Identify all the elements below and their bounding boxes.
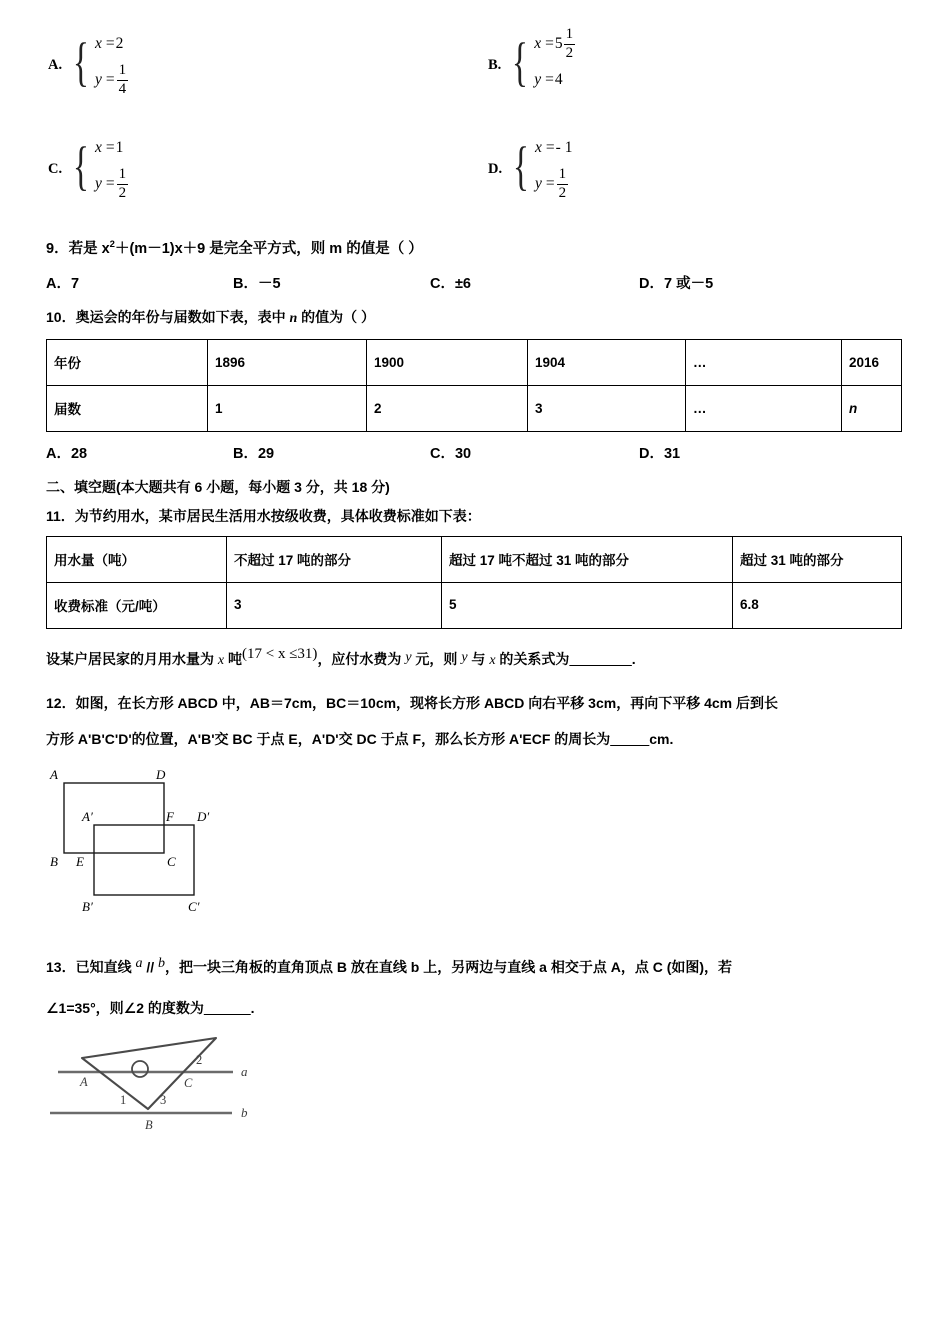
question-11-tail: [46, 643, 906, 672]
option-B-system: [534, 26, 575, 98]
equation-value: 4: [554, 71, 563, 89]
question8-options-row-2: [46, 116, 906, 216]
circle-marker-icon: [132, 1061, 148, 1077]
question-12-line-2: [46, 729, 906, 751]
brace-icon: {: [513, 135, 530, 196]
q11-condition: [242, 646, 317, 662]
fraction-numerator: 1: [118, 62, 127, 79]
equation: [95, 62, 128, 98]
label-B: B: [145, 1117, 153, 1132]
fraction-numerator: 1: [565, 26, 574, 43]
cell-year-3: 1904: [528, 340, 686, 386]
equation-relation: =: [105, 139, 115, 157]
row-header-edition: 届数: [47, 386, 208, 432]
equation-relation: =: [545, 139, 555, 157]
cell-year-1: 1896: [208, 340, 367, 386]
fraction-denominator: 4: [118, 80, 127, 97]
label-C-prime: C′: [188, 898, 200, 914]
question-13-line-1: [46, 953, 906, 979]
equation-relation: =: [105, 71, 115, 89]
cell-rate-3: 6.8: [733, 582, 902, 628]
cell-edition-ellipsis: …: [686, 386, 842, 432]
option-D[interactable]: [466, 116, 906, 216]
question-10-option-d[interactable]: D．31: [639, 446, 681, 463]
equation-relation: =: [545, 35, 554, 53]
q13-parallel-symbol: //: [142, 958, 159, 975]
cell-tier-2: 超过 17 吨不超过 31 吨的部分: [442, 536, 733, 582]
cell-tier-3: 超过 31 吨的部分: [733, 536, 902, 582]
question-10-stem: [46, 307, 906, 330]
q13-text-post: ，把一块三角板的直角顶点 B 放在直线 b 上，另两边与直线 a 相交于点 A，点 C (如图)，若: [165, 958, 733, 975]
q11-variable-y: y: [405, 649, 412, 665]
option-C[interactable]: [46, 116, 466, 216]
label-angle-1: 1: [120, 1092, 127, 1107]
label-B: B: [50, 853, 58, 869]
triangle-ruler: [82, 1038, 216, 1109]
q11-text-3: ，应付水费为: [317, 650, 406, 667]
table-row: [47, 582, 902, 628]
cell-tier-1: 不超过 17 吨的部分: [227, 536, 442, 582]
q11-text-1: 设某户居民家的月用水量为: [46, 650, 218, 667]
equation-lhs: y: [95, 71, 102, 89]
label-C: C: [167, 853, 176, 869]
option-A-system: [95, 26, 128, 98]
question-9-stem: [46, 238, 906, 260]
question-12-figure: [42, 763, 906, 943]
rectangles-translation-diagram: [42, 763, 292, 943]
water-fee-table: [46, 536, 902, 629]
option-letter-B: B.: [488, 56, 502, 73]
cell-year-last: 2016: [842, 340, 902, 386]
question-10-option-b[interactable]: B．29: [233, 446, 275, 463]
row-header-year: 年份: [47, 340, 208, 386]
fraction: [557, 167, 569, 201]
equation: [535, 130, 572, 166]
q13-line-b: b: [158, 955, 166, 971]
question-13-line-2: [46, 998, 906, 1020]
equation-lhs: x: [95, 35, 102, 53]
label-D: D: [156, 766, 166, 782]
option-C-system: [95, 130, 128, 202]
label-E: E: [76, 853, 84, 869]
equation: [535, 166, 572, 202]
fraction-denominator: 2: [565, 44, 574, 61]
equation: [534, 26, 575, 62]
equation: [95, 26, 128, 62]
equation: [534, 62, 575, 98]
equation-value: 5: [554, 35, 563, 53]
q11-text-5: 与: [467, 650, 490, 667]
equation-lhs: x: [95, 139, 102, 157]
section-2-heading: 二、填空题(本大题共有 6 小题，每小题 3 分，共 18 分): [46, 479, 390, 496]
cell-year-ellipsis: …: [686, 340, 842, 386]
equation-relation: =: [105, 35, 115, 53]
question-10-option-a[interactable]: A．28: [46, 446, 88, 463]
equation-lhs: y: [535, 175, 542, 193]
option-B[interactable]: [466, 12, 906, 112]
label-D-prime: D′: [197, 808, 210, 824]
equation-value: 2: [115, 35, 124, 53]
fraction-denominator: 2: [118, 184, 127, 201]
equation-lhs: y: [95, 175, 102, 193]
equation-lhs: x: [534, 35, 542, 53]
question-10-variable: n: [289, 311, 298, 327]
q13-text-2-pre: ∠1=35°，则∠2 的度数为: [46, 1000, 204, 1017]
fraction-denominator: 2: [558, 184, 567, 201]
question-9-stem-pre: 9．若是 x: [46, 241, 110, 257]
question-9-stem-post: ＋(m－1)x＋9 是完全平方式，则 m 的值是（ ）: [114, 241, 423, 257]
q11-variable-x2: x: [489, 652, 496, 668]
option-A[interactable]: [46, 12, 466, 112]
cell-rate-2: 5: [442, 582, 733, 628]
option-letter-C: C.: [48, 160, 63, 177]
q11-text-7: .: [631, 650, 636, 667]
label-angle-3: 3: [160, 1092, 167, 1107]
equation-relation: =: [545, 71, 554, 89]
table-row: [47, 340, 902, 386]
question-10-options: [46, 442, 906, 463]
q12-answer-blank[interactable]: _____: [610, 730, 650, 747]
cell-edition-3: 3: [528, 386, 686, 432]
equation-lhs: y: [534, 71, 542, 89]
label-line-b: b: [241, 1104, 248, 1120]
q13-text-pre: 13．已知直线: [46, 958, 136, 975]
equation-value: - 1: [555, 139, 573, 157]
question8-options-row-1: [46, 12, 906, 112]
option-D-system: [535, 130, 572, 202]
cell-edition-1: 1: [208, 386, 367, 432]
question-9-option-b[interactable]: B．－5: [233, 276, 281, 293]
cell-rate-1: 3: [227, 582, 442, 628]
label-B-prime: B′: [82, 898, 93, 914]
equation-relation: =: [545, 175, 555, 193]
row-header-rate: 收费标准（元/吨）: [47, 582, 227, 628]
cell-edition-n: n: [842, 386, 902, 432]
q11-text-2: 吨: [224, 650, 242, 667]
page-content: [46, 0, 906, 1140]
row-header-usage: 用水量（吨）: [47, 536, 227, 582]
brace-icon: {: [73, 31, 90, 92]
option-letter-D: D.: [488, 160, 503, 177]
rectangle-ABCD: [64, 783, 164, 853]
q13-answer-blank[interactable]: ______: [203, 1000, 251, 1017]
q11-text-4: 元，则: [411, 650, 462, 667]
triangle-parallel-lines-diagram: [36, 1030, 296, 1140]
question-10-stem-pre: 10．奥运会的年份与届数如下表，表中: [46, 309, 290, 326]
q12-text-pre: 方形 A'B'C'D'的位置，A'B'交 BC 于点 E，A'D'交 DC 于点 F，那么长方形 A'ECF 的周长为: [46, 730, 611, 747]
fraction: [117, 63, 129, 97]
question-9-option-d[interactable]: D．7 或－5: [639, 276, 714, 293]
label-F: F: [166, 808, 174, 824]
q11-variable-y2: y: [461, 649, 468, 665]
fraction: [564, 27, 576, 61]
label-A: A: [50, 766, 58, 782]
question-12-line-1: 12．如图，在长方形 ABCD 中，AB＝7cm，BC＝10cm，现将长方形 ABCD 向右平移 3cm，再向下平移 4cm 后到长: [46, 695, 778, 712]
equation: [95, 166, 128, 202]
question-9-option-a[interactable]: A．7: [46, 276, 80, 293]
option-letter-A: A.: [48, 56, 63, 73]
olympics-table: [46, 339, 902, 432]
q11-text-6: 的关系式为: [495, 650, 570, 667]
q11-condition-text: (17 < x ≤31): [242, 645, 318, 662]
label-line-a: a: [241, 1063, 248, 1079]
question-11-stem: 11．为节约用水，某市居民生活用水按级收费，具体收费标准如下表：: [46, 507, 481, 524]
question-10-stem-post: 的值为（ ）: [297, 309, 376, 326]
question-13-figure: [36, 1030, 906, 1140]
brace-icon: {: [73, 135, 90, 196]
table-row: [47, 386, 902, 432]
q13-text-2-post: .: [250, 1000, 255, 1017]
table-row: [47, 536, 902, 582]
equation-relation: =: [105, 175, 115, 193]
equation-value: 1: [115, 139, 124, 157]
question-9-options: [46, 272, 906, 293]
cell-year-2: 1900: [367, 340, 528, 386]
cell-edition-2: 2: [367, 386, 528, 432]
fraction: [117, 167, 129, 201]
question-10-option-c[interactable]: C．30: [430, 446, 472, 463]
label-C: C: [184, 1075, 193, 1090]
rectangle-A1B1C1D1: [94, 825, 194, 895]
q13-line-a: a: [135, 955, 143, 971]
label-A-prime: A′: [82, 808, 93, 824]
equation: [95, 130, 128, 166]
label-angle-2: 2: [196, 1052, 203, 1067]
q11-answer-blank[interactable]: ________: [569, 650, 632, 667]
q11-variable-x: x: [217, 652, 225, 668]
question-9-option-c[interactable]: C．±6: [430, 276, 471, 293]
fraction-numerator: 1: [118, 166, 127, 183]
q12-text-post: cm.: [649, 730, 674, 747]
fraction-numerator: 1: [558, 166, 567, 183]
brace-icon: {: [512, 31, 529, 92]
label-A: A: [80, 1074, 88, 1089]
equation-lhs: x: [535, 139, 542, 157]
question-9-exponent: 2: [109, 239, 115, 251]
